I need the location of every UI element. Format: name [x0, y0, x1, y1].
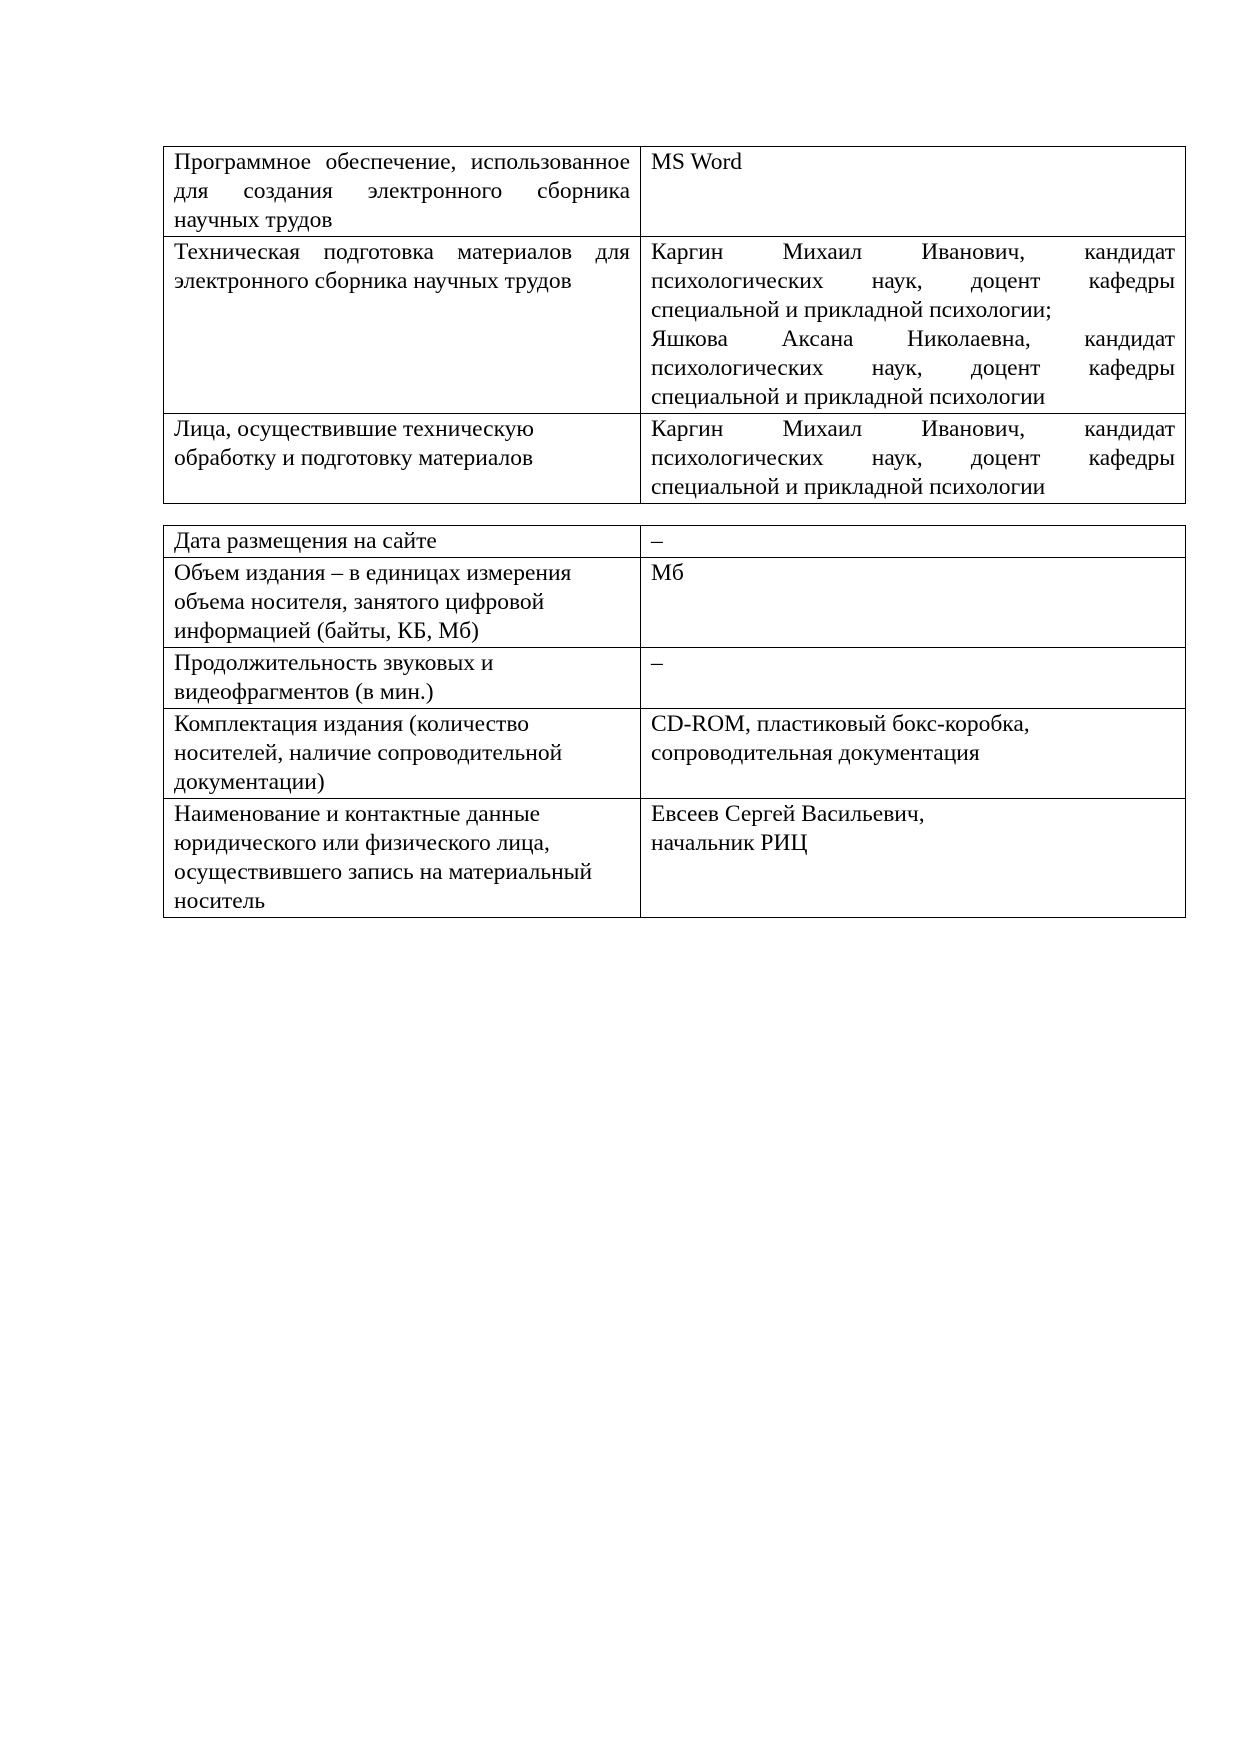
value-line: Евсеев Сергей Васильевич,: [651, 801, 925, 827]
row-value: [641, 648, 1186, 709]
row-value: [641, 237, 1186, 414]
value-line: Каргин Михаил Иванович, кандидат психологических наук, доцент кафедры специальной и прикладной психологии;: [651, 239, 1175, 323]
row-label: Техническая подготовка материалов для электронного сборника научных трудов: [164, 237, 641, 414]
row-value: [641, 414, 1186, 504]
row-label: Продолжительность звуковых и видеофрагментов (в мин.): [164, 648, 641, 709]
table-row: [164, 147, 1186, 237]
table-row: [164, 558, 1186, 648]
publication-info-table-2: [163, 525, 1186, 918]
row-label: Лица, осуществившие техническую обработку и подготовку материалов: [164, 414, 641, 504]
row-label: Дата размещения на сайте: [164, 526, 641, 558]
value-line: –: [651, 650, 663, 676]
row-value: [641, 526, 1186, 558]
table-row: [164, 709, 1186, 799]
value-line: Яшкова Аксана Николаевна, кандидат психологических наук, доцент кафедры специальной и прикладной психологии: [651, 326, 1175, 410]
row-label: Наименование и контактные данные юридического или физического лица, осуществившего запись на материальный носитель: [164, 799, 641, 918]
value-line: начальник РИЦ: [651, 830, 808, 856]
row-value: [641, 799, 1186, 918]
row-label: Объем издания – в единицах измерения объема носителя, занятого цифровой информацией (байты, КБ, Мб): [164, 558, 641, 648]
value-line: Каргин Михаил Иванович, кандидат психологических наук, доцент кафедры специальной и прикладной психологии: [651, 416, 1175, 500]
publication-info-table-1: [163, 146, 1186, 504]
table-row: [164, 648, 1186, 709]
table-row: [164, 799, 1186, 918]
table-row: [164, 237, 1186, 414]
row-value: [641, 147, 1186, 237]
row-value: [641, 709, 1186, 799]
row-label: Программное обеспечение, использованное для создания электронного сборника научных трудов: [164, 147, 641, 237]
row-value: [641, 558, 1186, 648]
value-line: –: [651, 528, 663, 554]
table-row: [164, 414, 1186, 504]
value-line: CD-ROM, пластиковый бокс-коробка, сопроводительная документация: [651, 711, 1030, 766]
table-row: [164, 526, 1186, 558]
value-line: Мб: [651, 560, 684, 586]
row-label: Комплектация издания (количество носителей, наличие сопроводительной документации): [164, 709, 641, 799]
value-line: MS Word: [651, 149, 743, 175]
